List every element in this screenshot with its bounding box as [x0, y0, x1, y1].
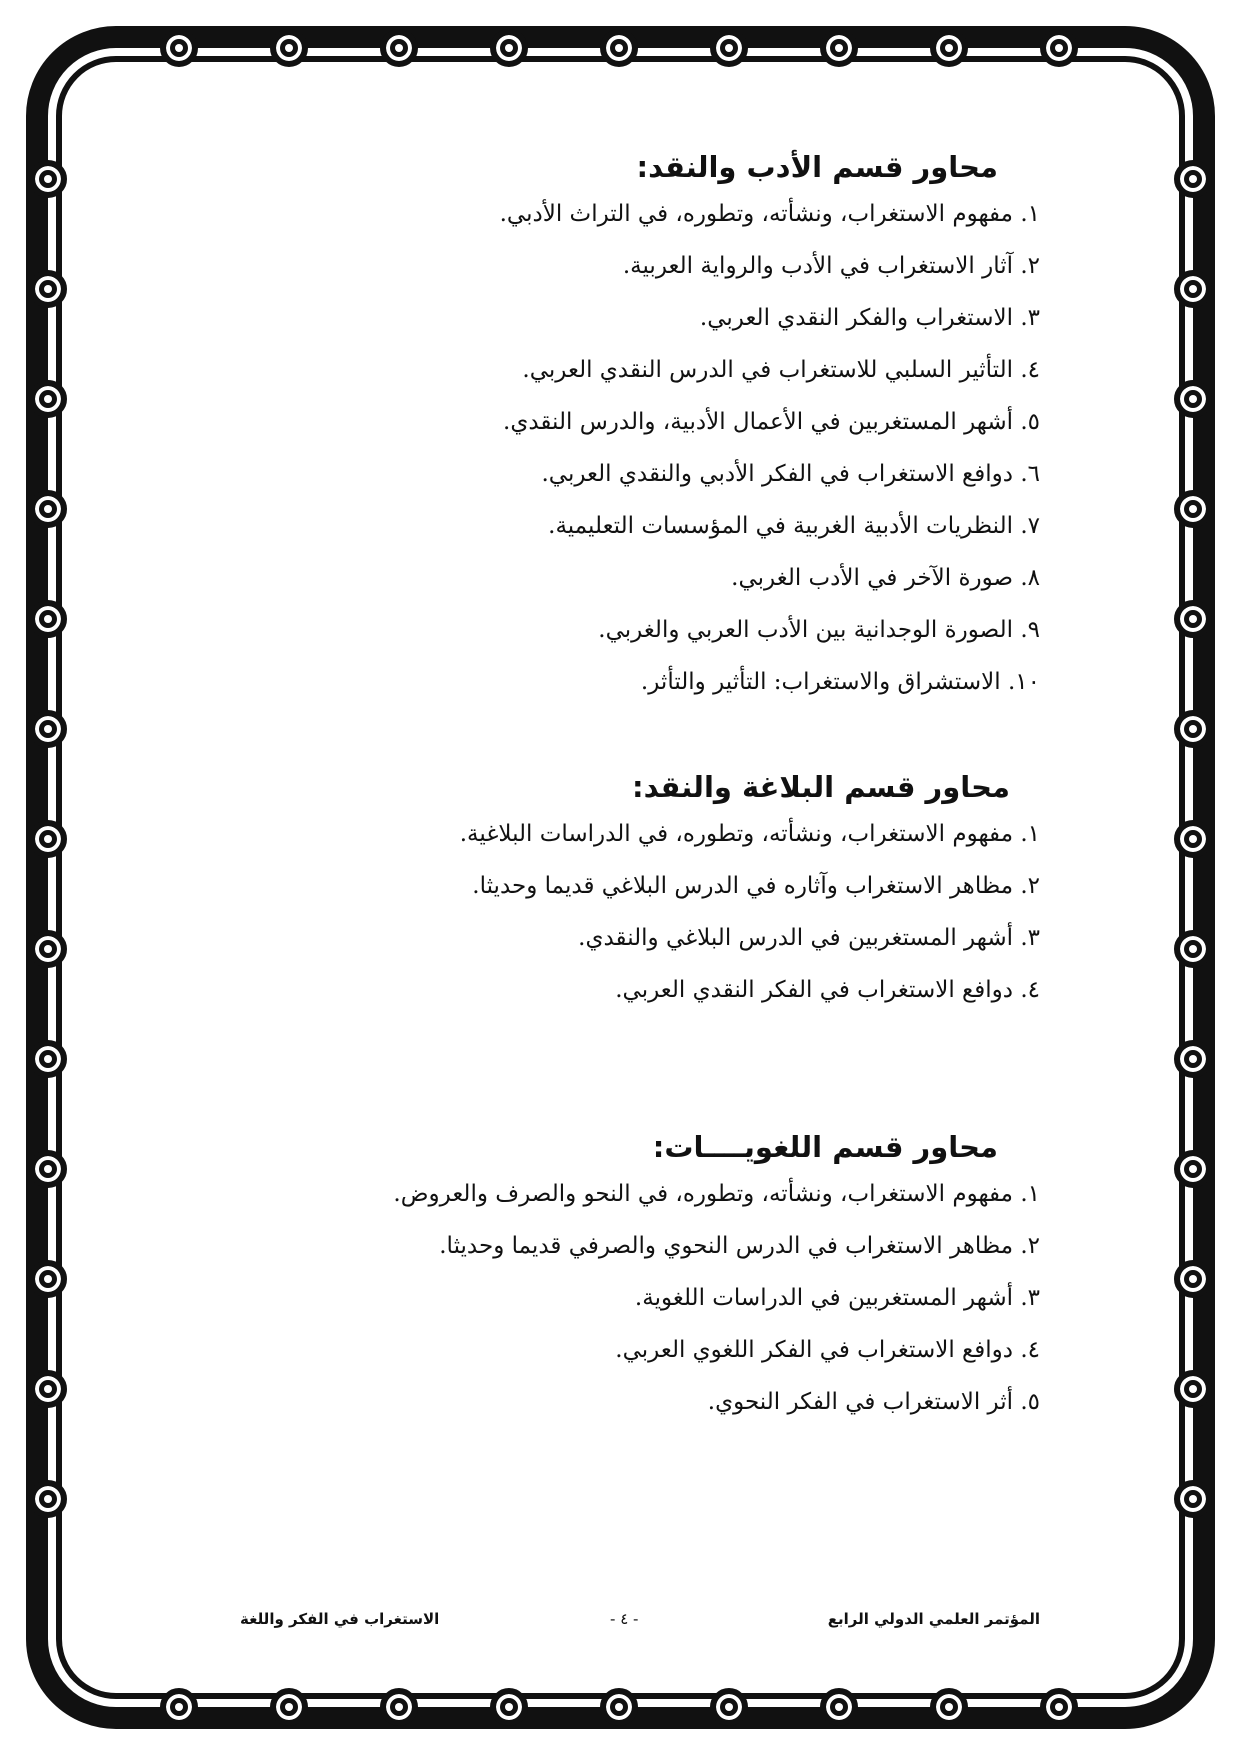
list-item: ٧. النظريات الأدبية الغربية في المؤسسات التعليمية. — [548, 513, 1040, 539]
ornament-knot-icon — [1174, 710, 1212, 748]
list-item: ٥. أشهر المستغربين في الأعمال الأدبية، والدرس النقدي. — [503, 409, 1040, 435]
ornament-knot-icon — [1174, 600, 1212, 638]
ornament-knot-icon — [29, 820, 67, 858]
footer-conference-name: المؤتمر العلمي الدولي الرابع — [827, 1610, 1040, 1628]
ornament-knot-icon — [820, 1688, 858, 1726]
list-item: ٨. صورة الآخر في الأدب الغربي. — [731, 565, 1040, 591]
ornament-knot-icon — [380, 29, 418, 67]
ornament-knot-icon — [1174, 1370, 1212, 1408]
list-item: ٣. أشهر المستغربين في الدرس البلاغي والنقدي. — [578, 925, 1040, 951]
ornament-knot-icon — [29, 600, 67, 638]
ornament-knot-icon — [380, 1688, 418, 1726]
section-title: محاور قسم الأدب والنقد: — [636, 150, 998, 184]
ornament-knot-icon — [29, 930, 67, 968]
ornament-knot-icon — [490, 1688, 528, 1726]
ornament-knot-icon — [1174, 1150, 1212, 1188]
list-item: ١. مفهوم الاستغراب، ونشأته، وتطوره، في التراث الأدبي. — [499, 201, 1040, 227]
list-item: ١. مفهوم الاستغراب، ونشأته، وتطوره، في النحو والصرف والعروض. — [393, 1181, 1040, 1207]
list-item: ٤. التأثير السلبي للاستغراب في الدرس النقدي العربي. — [522, 357, 1040, 383]
list-item: ٤. دوافع الاستغراب في الفكر اللغوي العربي. — [615, 1337, 1040, 1363]
section-rhetoric-criticism — [180, 770, 1040, 1026]
ornament-knot-icon — [1040, 29, 1078, 67]
list-item: ٢. آثار الاستغراب في الأدب والرواية العربية. — [622, 253, 1040, 279]
ornament-knot-icon — [270, 29, 308, 67]
ornament-knot-icon — [29, 1260, 67, 1298]
ornament-knot-icon — [600, 29, 638, 67]
list-item: ٥. أثر الاستغراب في الفكر النحوي. — [707, 1389, 1040, 1415]
ornament-knot-icon — [710, 1688, 748, 1726]
page-number: - ٤ - — [610, 1610, 639, 1628]
ornament-knot-icon — [1174, 380, 1212, 418]
ornament-knot-icon — [930, 29, 968, 67]
ornament-knot-icon — [29, 1040, 67, 1078]
ornament-knot-icon — [29, 1480, 67, 1518]
ornament-knot-icon — [490, 29, 528, 67]
ornament-knot-icon — [1174, 930, 1212, 968]
section-title: محاور قسم اللغويــــات: — [652, 1130, 998, 1164]
list-item: ٢. مظاهر الاستغراب وآثاره في الدرس البلاغي قديما وحديثا. — [472, 873, 1040, 899]
ornament-knot-icon — [1174, 160, 1212, 198]
ornament-knot-icon — [160, 29, 198, 67]
ornament-knot-icon — [600, 1688, 638, 1726]
ornament-knot-icon — [1174, 820, 1212, 858]
list-item: ٢. مظاهر الاستغراب في الدرس النحوي والصرفي قديما وحديثا. — [439, 1233, 1040, 1259]
ornament-knot-icon — [820, 29, 858, 67]
ornament-knot-icon — [29, 160, 67, 198]
ornament-knot-icon — [1174, 1480, 1212, 1518]
ornament-knot-icon — [270, 1688, 308, 1726]
section-linguistics — [180, 1130, 1040, 1438]
footer-conference-theme: الاستغراب في الفكر واللغة — [240, 1610, 440, 1628]
ornament-knot-icon — [1174, 1260, 1212, 1298]
ornament-knot-icon — [160, 1688, 198, 1726]
ornament-knot-icon — [1174, 490, 1212, 528]
page-footer — [240, 1610, 1040, 1638]
list-item: ٦. دوافع الاستغراب في الفكر الأدبي والنقدي العربي. — [541, 461, 1040, 487]
ornament-knot-icon — [1174, 270, 1212, 308]
list-item: ٩. الصورة الوجدانية بين الأدب العربي والغربي. — [598, 617, 1040, 643]
list-item: ٣. أشهر المستغربين في الدراسات اللغوية. — [634, 1285, 1040, 1311]
ornament-knot-icon — [29, 710, 67, 748]
ornament-knot-icon — [29, 1150, 67, 1188]
list-item: ٣. الاستغراب والفكر النقدي العربي. — [699, 305, 1040, 331]
list-item: ١. مفهوم الاستغراب، ونشأته، وتطوره، في الدراسات البلاغية. — [459, 821, 1040, 847]
ornament-knot-icon — [710, 29, 748, 67]
ornament-knot-icon — [29, 1370, 67, 1408]
ornament-knot-icon — [930, 1688, 968, 1726]
ornament-knot-icon — [29, 270, 67, 308]
ornament-knot-icon — [1040, 1688, 1078, 1726]
section-literature-criticism — [180, 150, 1040, 718]
list-item: ٤. دوافع الاستغراب في الفكر النقدي العربي. — [615, 977, 1040, 1003]
list-item: ١٠. الاستشراق والاستغراب: التأثير والتأثر. — [640, 669, 1040, 695]
section-title: محاور قسم البلاغة والنقد: — [632, 770, 1010, 804]
ornament-knot-icon — [29, 380, 67, 418]
ornament-knot-icon — [29, 490, 67, 528]
ornament-knot-icon — [1174, 1040, 1212, 1078]
